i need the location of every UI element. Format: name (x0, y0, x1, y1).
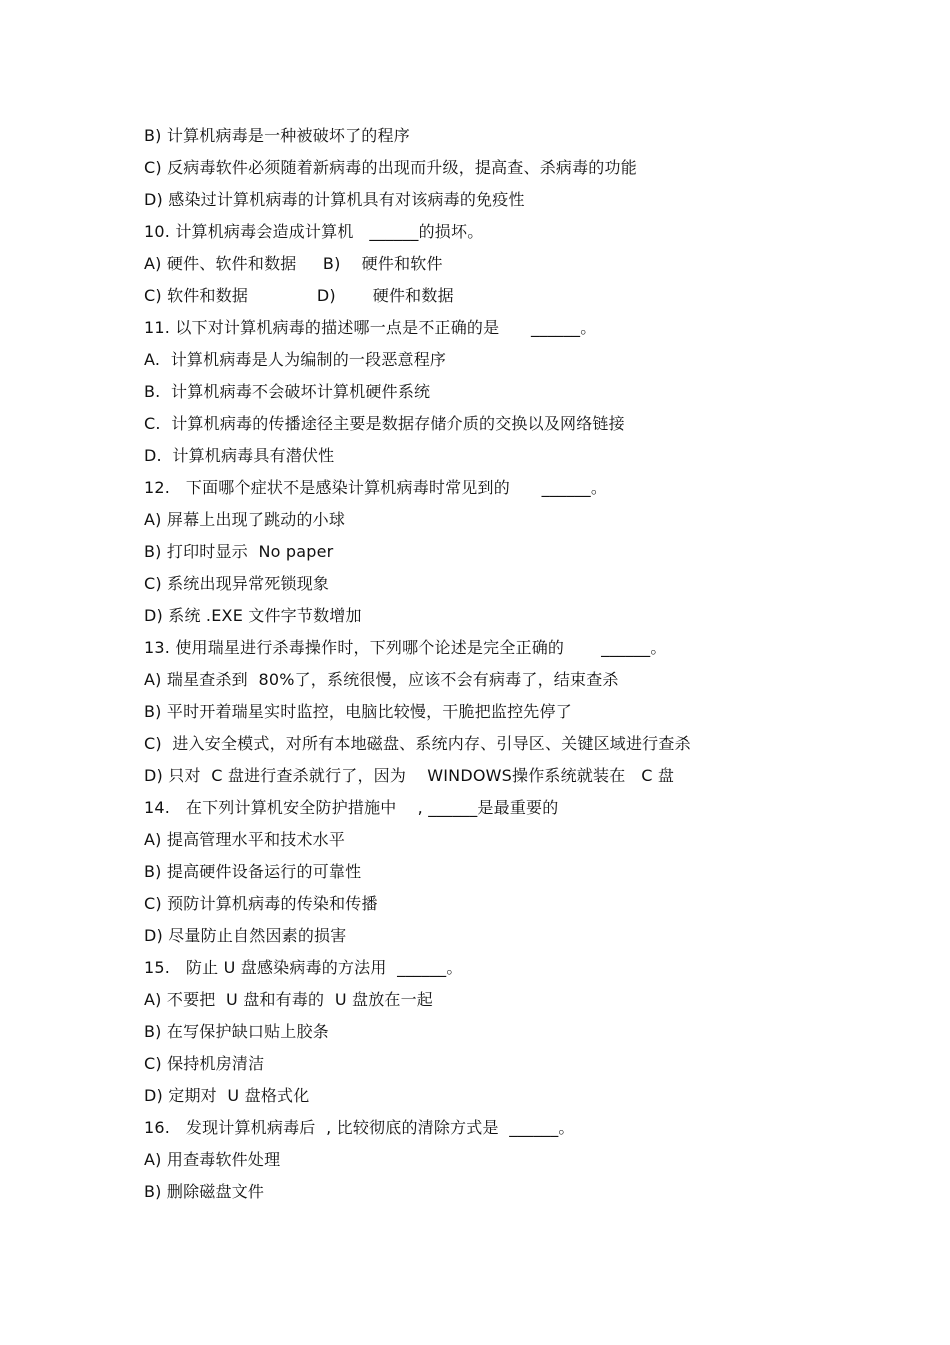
question-line: 12. 下面哪个症状不是感染计算机病毒时常见到的 ______。 (144, 478, 608, 497)
question-line: 14. 在下列计算机安全防护措施中 , ______是最重要的 (144, 798, 559, 817)
text-line: D) 感染过计算机病毒的计算机具有对该病毒的免疫性 (144, 190, 525, 209)
option-line: B) 提高硬件设备运行的可靠性 (144, 862, 362, 881)
option-line: D) 定期对 U 盘格式化 (144, 1086, 310, 1105)
option-line: D) 尽量防止自然因素的损害 (144, 926, 347, 945)
question-line: 16. 发现计算机病毒后 , 比较彻底的清除方式是 ______。 (144, 1118, 575, 1137)
option-line: C. 计算机病毒的传播途径主要是数据存储介质的交换以及网络链接 (144, 414, 625, 433)
option-line: A. 计算机病毒是人为编制的一段恶意程序 (144, 350, 447, 369)
option-line: C) 软件和数据 D) 硬件和数据 (144, 286, 454, 305)
option-line: A) 硬件、软件和数据 B) 硬件和软件 (144, 254, 443, 273)
option-line: A) 瑞星查杀到 80%了，系统很慢，应该不会有病毒了，结束查杀 (144, 670, 619, 689)
option-line: C) 预防计算机病毒的传染和传播 (144, 894, 378, 913)
option-line: D) 系统 .EXE 文件字节数增加 (144, 606, 362, 625)
text-line: C) 反病毒软件必须随着新病毒的出现而升级，提高查、杀病毒的功能 (144, 158, 637, 177)
text-line: B) 计算机病毒是一种被破坏了的程序 (144, 126, 410, 145)
option-line: A) 用查毒软件处理 (144, 1150, 281, 1169)
option-line: A) 不要把 U 盘和有毒的 U 盘放在一起 (144, 990, 434, 1009)
option-line: C) 系统出现异常死锁现象 (144, 574, 330, 593)
option-line: A) 屏幕上出现了跳动的小球 (144, 510, 346, 529)
option-line: B. 计算机病毒不会破坏计算机硬件系统 (144, 382, 431, 401)
option-line: C) 进入安全模式，对所有本地磁盘、系统内存、引导区、关键区域进行查杀 (144, 734, 691, 753)
option-line: A) 提高管理水平和技术水平 (144, 830, 346, 849)
option-line: C) 保持机房清洁 (144, 1054, 265, 1073)
option-line: B) 打印时显示 No paper (144, 542, 334, 561)
option-line: B) 在写保护缺口贴上胶条 (144, 1022, 329, 1041)
option-line: D) 只对 C 盘进行查杀就行了，因为 WINDOWS操作系统就装在 C 盘 (144, 766, 675, 785)
option-line: D. 计算机病毒具有潜伏性 (144, 446, 335, 465)
question-line: 10. 计算机病毒会造成计算机 ______的损坏。 (144, 222, 484, 241)
question-line: 15. 防止 U 盘感染病毒的方法用 ______。 (144, 958, 463, 977)
question-line: 13. 使用瑞星进行杀毒操作时，下列哪个论述是完全正确的 ______。 (144, 638, 667, 657)
option-line: B) 删除磁盘文件 (144, 1182, 265, 1201)
question-line: 11. 以下对计算机病毒的描述哪一点是不正确的是 ______。 (144, 318, 597, 337)
document-body (144, 120, 864, 1208)
option-line: B) 平时开着瑞星实时监控，电脑比较慢，干脆把监控先停了 (144, 702, 572, 721)
